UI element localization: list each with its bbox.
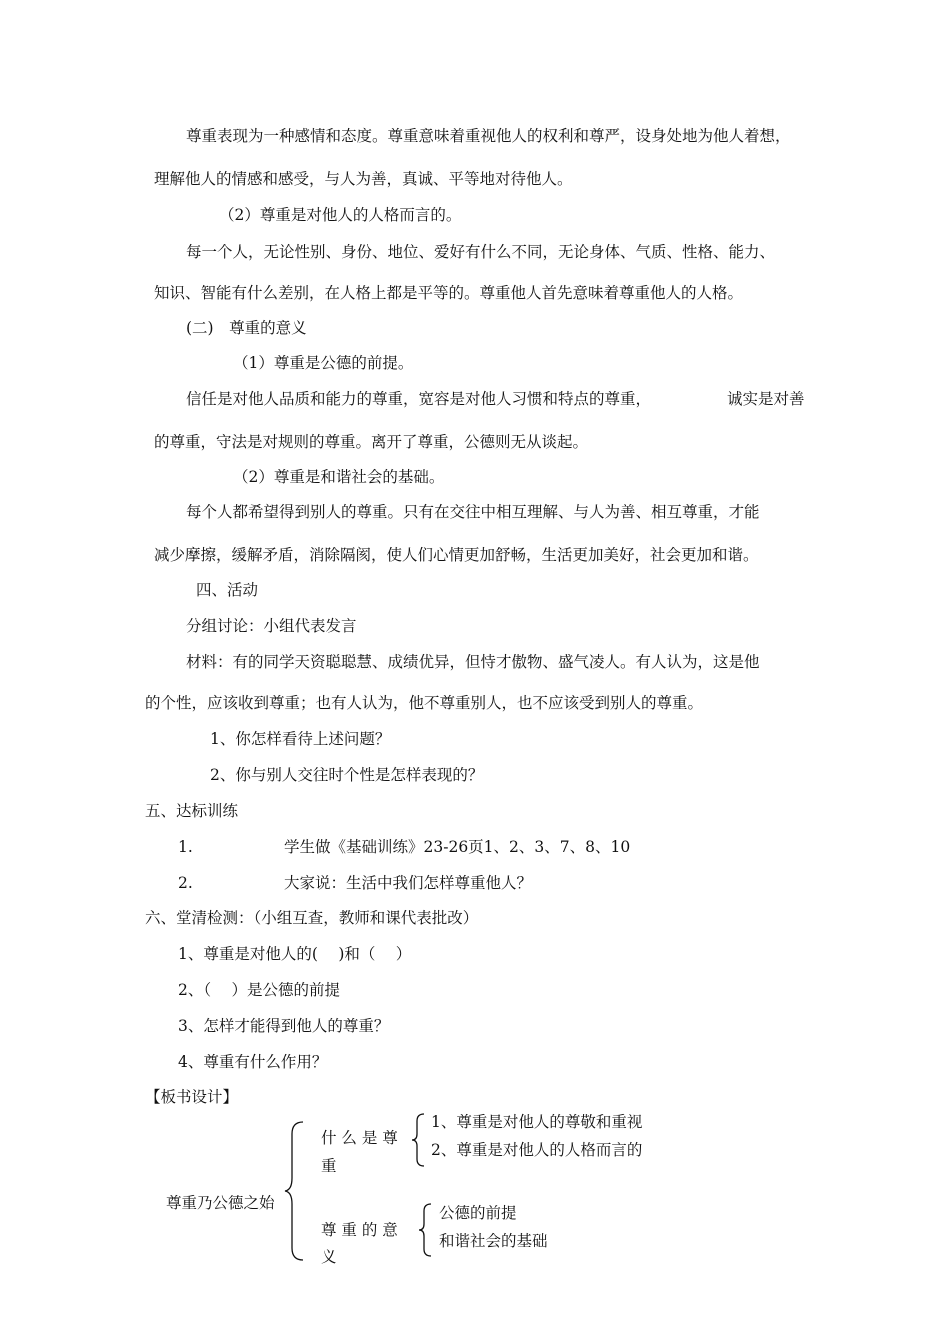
paragraph-line: 每一个人，无论性别、身份、地位、爱好有什么不同，无论身体、气质、性格、能力、	[186, 243, 776, 261]
subheading: （2）尊重是和谐社会的基础。	[233, 468, 445, 486]
list-item: 大家说：生活中我们怎样尊重他人？	[284, 874, 533, 892]
paragraph-line: 尊重表现为一种感情和态度。尊重意味着重视他人的权利和尊严，设身处地为他人着想，	[186, 127, 791, 145]
section-heading: 五、达标训练	[145, 802, 239, 820]
section-heading: 四、活动	[196, 581, 259, 599]
paragraph-line: 信任是对他人品质和能力的尊重，宽容是对他人习惯和特点的尊重，	[186, 390, 652, 408]
branch1-brace-icon	[410, 1112, 426, 1168]
question-item: 4、尊重有什么作用？	[178, 1053, 328, 1071]
branch1-item: 2、尊重是对他人的人格而言的	[431, 1141, 643, 1159]
question-item: 3、怎样才能得到他人的尊重？	[178, 1017, 390, 1035]
branch1-item: 1、尊重是对他人的尊敬和重视	[431, 1113, 643, 1131]
branch2-item: 和谐社会的基础	[439, 1232, 548, 1250]
paragraph-line: 理解他人的情感和感受，与人为善，真诚、平等地对待他人。	[154, 170, 573, 188]
section-heading: (二) 尊重的意义	[186, 319, 307, 337]
question-item: 1、你怎样看待上述问题？	[210, 730, 391, 748]
list-item: 学生做《基础训练》23-26页1、2、3、7、8、10	[284, 838, 631, 856]
board-root-label: 尊重乃公德之始	[166, 1194, 275, 1212]
paragraph-line: 材料：有的同学天资聪聪慧、成绩优异，但恃才傲物、盛气凌人。有人认为，这是他	[186, 653, 760, 671]
list-number: 2.	[178, 874, 193, 892]
list-number: 1.	[178, 838, 193, 856]
branch-meaning-of-respect: 尊 重 的 意	[321, 1221, 398, 1239]
subheading: （2）尊重是对他人的人格而言的。	[219, 206, 462, 224]
paragraph-line: 的个性，应该收到尊重；也有人认为，他不尊重别人，也不应该受到别人的尊重。	[145, 694, 704, 712]
branch-meaning-of-respect-cont: 义	[321, 1248, 337, 1266]
branch2-brace-icon	[417, 1202, 433, 1258]
question-item: 2、（ ）是公德的前提	[178, 981, 341, 999]
paragraph-line: 诚实是对善	[727, 390, 805, 408]
paragraph-line: 分组讨论：小组代表发言	[186, 617, 357, 635]
paragraph-line: 每个人都希望得到别人的尊重。只有在交往中相互理解、与人为善、相互尊重，才能	[186, 503, 760, 521]
branch-what-is-respect-cont: 重	[321, 1157, 337, 1175]
paragraph-line: 减少摩擦，缓解矛盾，消除隔阂，使人们心情更加舒畅，生活更加美好，社会更加和谐。	[154, 546, 759, 564]
main-brace-icon	[283, 1120, 305, 1262]
branch2-item: 公德的前提	[439, 1204, 517, 1222]
section-heading: 【板书设计】	[145, 1088, 239, 1106]
paragraph-line: 知识、智能有什么差别，在人格上都是平等的。尊重他人首先意味着尊重他人的人格。	[154, 284, 744, 302]
subheading: （1）尊重是公德的前提。	[233, 354, 414, 372]
section-heading: 六、堂清检测：（小组互查，教师和课代表批改）	[145, 909, 479, 927]
branch-what-is-respect: 什 么 是 尊	[321, 1129, 398, 1147]
paragraph-line: 的尊重，守法是对规则的尊重。离开了尊重，公德则无从谈起。	[154, 433, 589, 451]
question-item: 2、你与别人交往时个性是怎样表现的？	[210, 766, 484, 784]
question-item: 1、尊重是对他人的( )和（ ）	[178, 945, 412, 963]
